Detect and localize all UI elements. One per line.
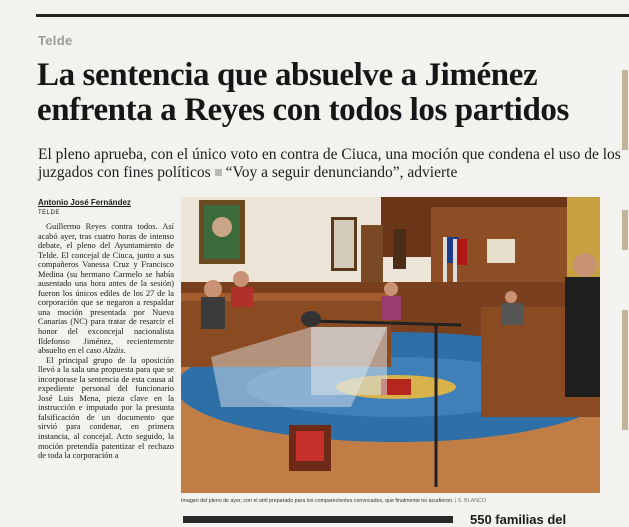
adjacent-page-edge (620, 60, 629, 520)
headline: La sentencia que absuelve a Jiménez enfrenta a Reyes con todos los partidos (37, 57, 569, 128)
byline: Antonio José Fernández (38, 198, 131, 207)
article-body (38, 222, 174, 523)
case-name: Alzáis (103, 346, 124, 356)
top-rule (36, 14, 629, 17)
next-article-teaser: 550 familias del (470, 512, 567, 527)
separator-square-icon (215, 169, 222, 176)
photo-credit: | S. BLANCO (454, 498, 486, 504)
subhead-quote: “Voy a seguir denunciando”, advierte (225, 164, 458, 181)
dateline: TELDE (38, 210, 60, 216)
section-label: Telde (38, 33, 73, 48)
body-paragraph: Guillermo Reyes contra todos. Así acabó ayer, tras cuatro horas de intenso debate, el pleno del Ayuntamiento de Telde. El concejal de Ciuca, junto a sus compañeros Vanessa Cruz y Francisco Medina (su hermano Carmelo se había ausentado una hora antes de la sesión) fueron los únicos ediles de los 27 de la corporación que se negaron a respaldar una moción presentada por Nueva Canarias (NC) para tratar de resarcir el honor del exconcejal nacionalista Ildefonso Jiménez, recientemente absuelto en el caso Alzáis. (38, 222, 174, 356)
plenary-photo (181, 197, 600, 493)
photo-caption: Imagen del pleno de ayer, con el atril preparado para los comparecientes convocados, que finalmente no acudieron. | S. BLANCO (181, 498, 486, 504)
teaser-bar (183, 516, 453, 523)
subhead (38, 146, 623, 182)
subhead-text: El pleno aprueba, con el único voto en contra de Ciuca, una moción que condena el uso de los juzgados con fines políticos (38, 146, 621, 181)
body-paragraph: El principal grupo de la oposición llevó a la sala una propuesta para que se incorporase la sentencia de esta causa al expediente personal del funcionario José Luis Mena, pieza clave en la instrucción e imputado por la presunta falsificación de un documento que sirvió para condenar, en primera instancia, al concejal. Acto seguido, la moción pretendía patentizar el rechazo de toda la corporación a (38, 355, 174, 461)
